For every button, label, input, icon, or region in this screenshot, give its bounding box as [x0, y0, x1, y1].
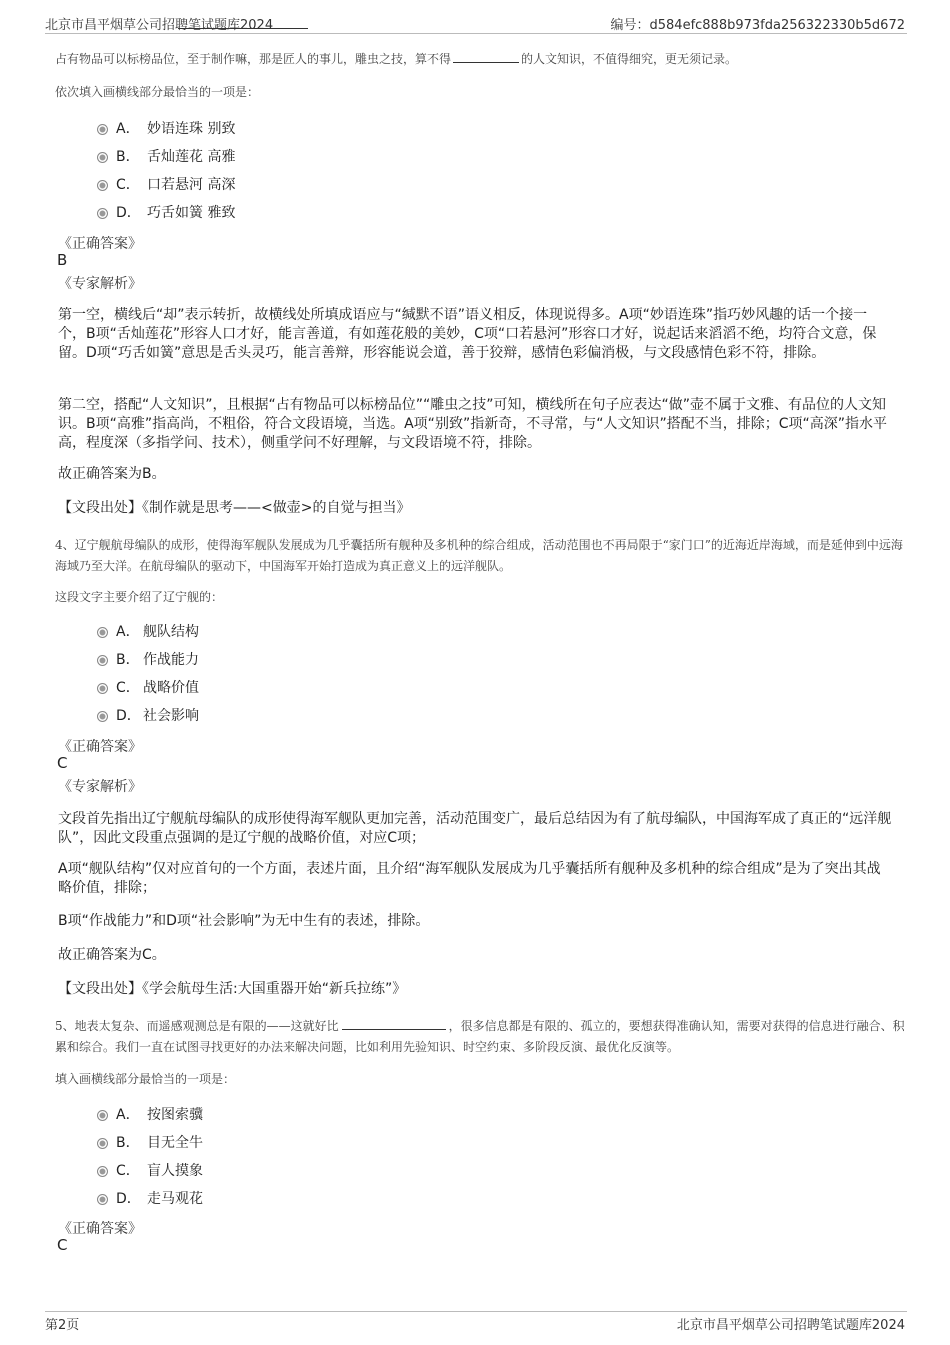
header-title: 北京市昌平烟草公司招聘笔试题库2024: [45, 18, 274, 33]
radio-icon[interactable]: [97, 152, 108, 163]
q5-answer: C: [57, 1236, 68, 1254]
q4-analysis-label: 《专家解析》: [58, 779, 142, 795]
footer-title: 北京市昌平烟草公司招聘笔试题库2024: [676, 1318, 905, 1333]
q4-option-c[interactable]: C． 战略价值: [97, 678, 397, 698]
radio-icon[interactable]: [97, 1194, 108, 1205]
radio-icon[interactable]: [97, 711, 108, 722]
q3-answer-label: 《正确答案》: [58, 236, 142, 252]
radio-icon[interactable]: [97, 180, 108, 191]
q4-prompt: 这段文字主要介绍了辽宁舰的：: [55, 590, 224, 604]
cut-off-line: [58, 28, 358, 34]
document-code-value: d584efc888b973fda256322330b5d672: [649, 18, 905, 33]
page-number: 第2页: [45, 1318, 80, 1333]
q3-conclusion: 故正确答案为B。: [58, 466, 166, 482]
radio-icon[interactable]: [97, 683, 108, 694]
q5-prompt: 填入画横线部分最恰当的一项是：: [55, 1072, 236, 1086]
q3-answer: B: [57, 251, 68, 269]
q5-option-d[interactable]: D． 走马观花: [97, 1189, 397, 1209]
q4-option-a[interactable]: A． 舰队结构: [97, 622, 397, 642]
q3-analysis-label: 《专家解析》: [58, 276, 142, 292]
q4-stem: 4、辽宁舰航母编队的成形，使得海军舰队发展成为几乎囊括所有舰种及多机种的综合组成，活动范围也不再局限于“家门口”的近海近岸海域，而是延伸到中远海海域乃至大洋。在航母编队的驱动下，中国海军开始打造成为真正意义上的远洋舰队。: [55, 538, 903, 573]
q3-option-a[interactable]: A． 妙语连珠 别致: [97, 119, 397, 139]
radio-icon[interactable]: [97, 1110, 108, 1121]
q3-intro: [55, 49, 905, 70]
q3-blank: [453, 50, 519, 63]
q3-prompt: 依次填入画横线部分最恰当的一项是：: [55, 85, 260, 99]
q3-option-b[interactable]: B． 舌灿莲花 高雅: [97, 147, 397, 167]
q5-blank: [342, 1017, 446, 1030]
radio-icon[interactable]: [97, 655, 108, 666]
q3-option-d[interactable]: D． 巧舌如簧 雅致: [97, 203, 397, 223]
q5-option-b[interactable]: B． 目无全牛: [97, 1133, 397, 1153]
radio-icon[interactable]: [97, 208, 108, 219]
footer-divider: [45, 1311, 907, 1312]
radio-icon[interactable]: [97, 124, 108, 135]
radio-icon[interactable]: [97, 1138, 108, 1149]
q4-option-b[interactable]: B． 作战能力: [97, 650, 397, 670]
q4-analysis-p2: A项“舰队结构”仅对应首句的一个方面，表述片面，且介绍“海军舰队发展成为几乎囊括所有舰种及多机种的综合组成”是为了突出其战略价值，排除；: [58, 861, 881, 896]
q5-option-c[interactable]: C． 盲人摸象: [97, 1161, 397, 1181]
q4-analysis-p3: B项“作战能力”和D项“社会影响”为无中生有的表述，排除。: [58, 913, 430, 929]
cut-off-blank: [178, 28, 308, 29]
q5-stem-part-b: ，很多信息都是有限的、孤立的，要想获得准确认知，需要对获得的信息进行融合、积累和综合。我们一直在试图寻找更好的办法来解决问题，比如利用先验知识、时空约束、多阶段反演、最优化反演等。: [55, 1019, 905, 1054]
q5-stem: [55, 1016, 905, 1058]
q5-stem-part-a: 5、地表太复杂、而遥感观测总是有限的——这就好比: [55, 1019, 339, 1033]
document-code: [610, 14, 905, 33]
q5-answer-label: 《正确答案》: [58, 1221, 142, 1237]
q4-analysis-p1: 文段首先指出辽宁舰航母编队的成形使得海军舰队更加完善，活动范围变广，最后总结因为有了航母编队，中国海军成了真正的“远洋舰队”，因此文段重点强调的是辽宁舰的战略价值，对应C项；: [58, 811, 892, 846]
document-code-label: 编号：: [610, 18, 650, 33]
q4-answer: C: [57, 754, 68, 772]
q3-source: 【文段出处】《制作就是思考——<做壶>的自觉与担当》: [58, 500, 411, 516]
q3-intro-part-b: 的人文知识，不值得细究，更无须记录。: [521, 52, 738, 66]
q3-option-c[interactable]: C． 口若悬河 高深: [97, 175, 397, 195]
q4-answer-label: 《正确答案》: [58, 739, 142, 755]
q4-conclusion: 故正确答案为C。: [58, 947, 166, 963]
q3-analysis-p2: 第二空，搭配“人文知识”，且根据“占有物品可以标榜品位”“雕虫之技”可知，横线所在句子应表达“做”壶不属于文雅、有品位的人文知识。B项“高雅”指高尚，不粗俗，符合文段语境，当选。A项“别致”指新奇，不寻常，与“人文知识”搭配不当，排除；C项“高深”指水平高，程度深（多指学问、技术），侧重学问不好理解，与文段语境不符，排除。: [58, 397, 887, 451]
q5-option-a[interactable]: A． 按图索骥: [97, 1105, 397, 1125]
q4-source: 【文段出处】《学会航母生活:大国重器开始“新兵拉练”》: [58, 981, 407, 997]
q3-analysis-p1: 第一空，横线后“却”表示转折，故横线处所填成语应与“缄默不语”语义相反，体现说得多。A项“妙语连珠”指巧妙风趣的话一个接一个，B项“舌灿莲花”形容人口才好，能言善道，有如莲花般的美妙，C项“口若悬河”形容口才好，说起话来滔滔不绝，均符合文意，保留。D项“巧舌如簧”意思是舌头灵巧，能言善辩，形容能说会道，善于狡辩，感情色彩偏消极，与文段感情色彩不符，排除。: [58, 307, 877, 361]
radio-icon[interactable]: [97, 627, 108, 638]
q3-intro-part-a: 占有物品可以标榜品位，至于制作嘛，那是匠人的事儿，雕虫之技，算不得: [55, 52, 452, 66]
radio-icon[interactable]: [97, 1166, 108, 1177]
q4-option-d[interactable]: D． 社会影响: [97, 706, 397, 726]
